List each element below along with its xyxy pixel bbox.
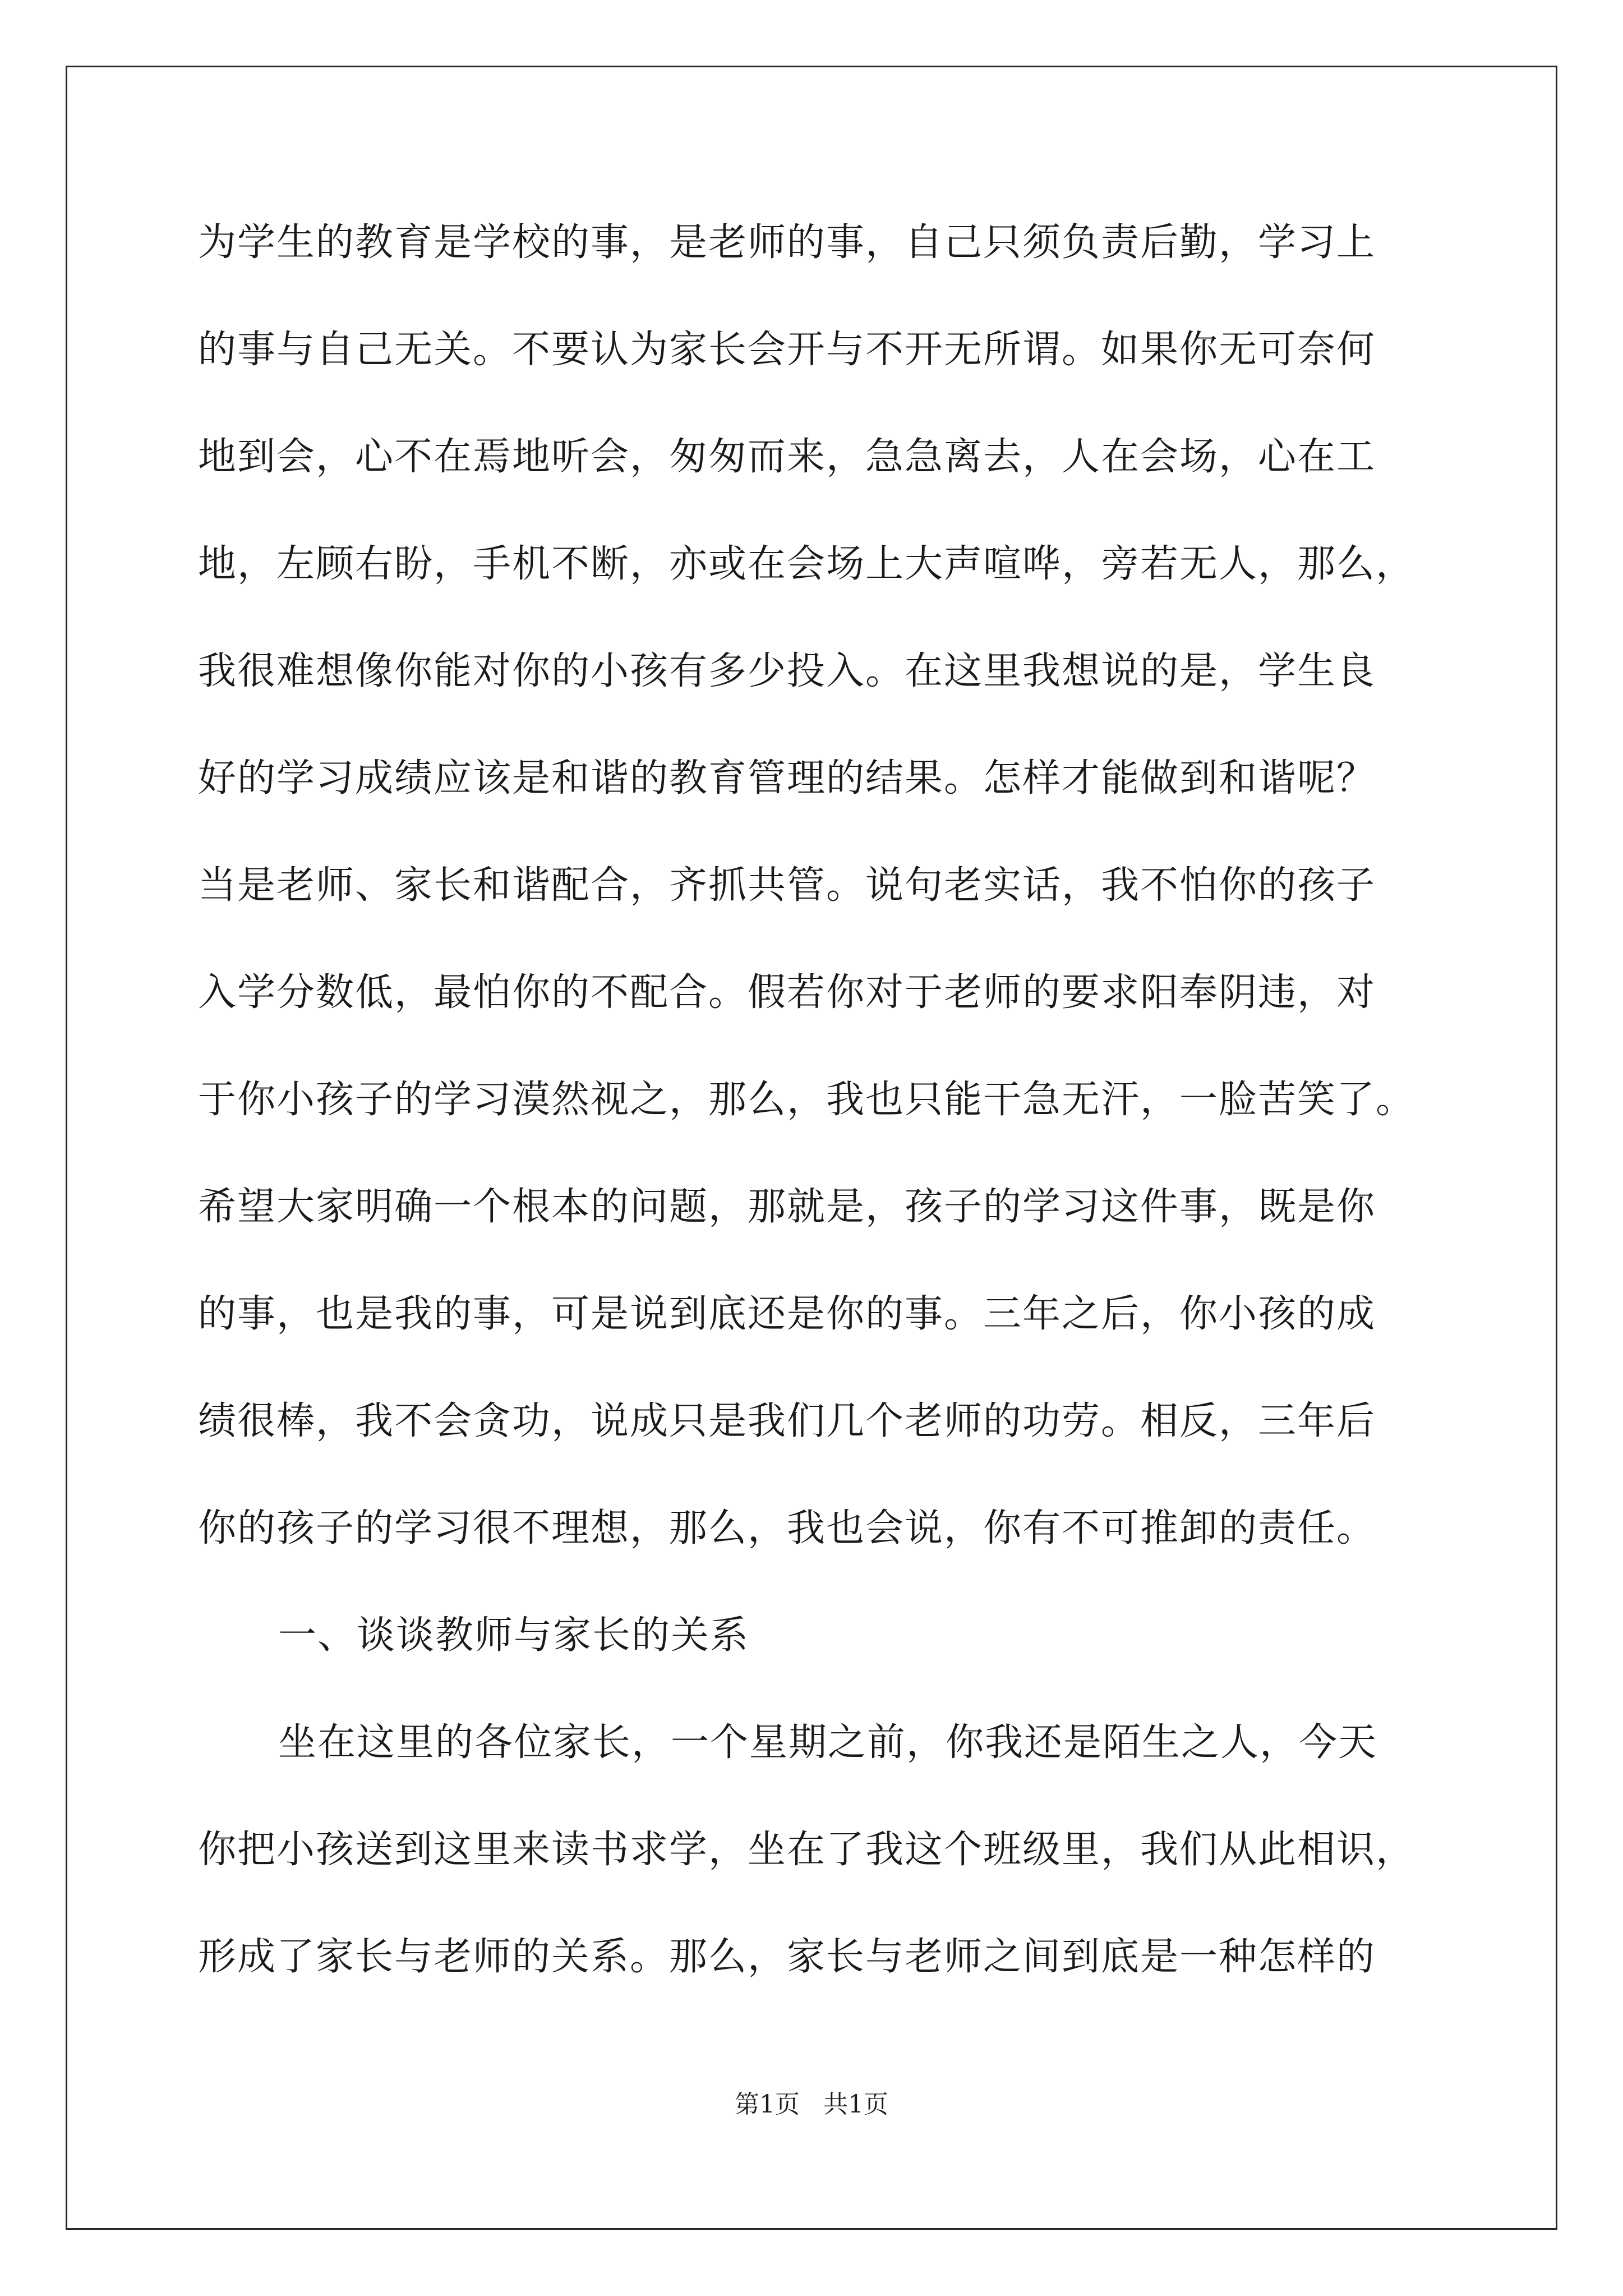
body-text-line: 你把小孩送到这里来读书求学，坐在了我这个班级里，我们从此相识， xyxy=(198,1828,1415,1872)
section-heading: 一、谈谈教师与家长的关系 xyxy=(278,1613,750,1658)
body-text-line: 的事，也是我的事，可是说到底还是你的事。三年之后，你小孩的成 xyxy=(198,1292,1376,1336)
body-text-line: 我很难想像你能对你的小孩有多少投入。在这里我想说的是，学生良 xyxy=(198,649,1376,693)
body-text-line: 形成了家长与老师的关系。那么，家长与老师之间到底是一种怎样的 xyxy=(198,1935,1376,1979)
body-text-line: 当是老师、家长和谐配合，齐抓共管。说句老实话，我不怕你的孩子 xyxy=(198,863,1376,908)
body-text-line: 为学生的教育是学校的事，是老师的事，自己只须负责后勤，学习上 xyxy=(198,220,1376,265)
body-text-line: 你的孩子的学习很不理想，那么，我也会说，你有不可推卸的责任。 xyxy=(198,1506,1376,1550)
page-number-footer: 第1页 共1页 xyxy=(735,2090,888,2119)
body-text-line: 绩很棒，我不会贪功，说成只是我们几个老师的功劳。相反，三年后 xyxy=(198,1399,1376,1443)
page-border xyxy=(66,66,1557,2230)
body-text-line: 入学分数低，最怕你的不配合。假若你对于老师的要求阳奉阴违，对 xyxy=(198,970,1376,1015)
body-text-line: 坐在这里的各位家长，一个星期之前，你我还是陌生之人，今天 xyxy=(278,1720,1378,1765)
body-text-line: 好的学习成绩应该是和谐的教育管理的结果。怎样才能做到和谐呢？ xyxy=(198,756,1376,800)
body-text-line: 于你小孩子的学习漠然视之，那么，我也只能干急无汗，一脸苦笑了。 xyxy=(198,1078,1415,1122)
body-text-line: 地到会，心不在焉地听会，匆匆而来，急急离去，人在会场，心在工 xyxy=(198,435,1376,479)
body-text-line: 希望大家明确一个根本的问题，那就是，孩子的学习这件事，既是你 xyxy=(198,1185,1376,1229)
body-text-line: 地，左顾右盼，手机不断，亦或在会场上大声喧哗，旁若无人，那么， xyxy=(198,542,1415,586)
body-text-line: 的事与自己无关。不要认为家长会开与不开无所谓。如果你无可奈何 xyxy=(198,328,1376,372)
